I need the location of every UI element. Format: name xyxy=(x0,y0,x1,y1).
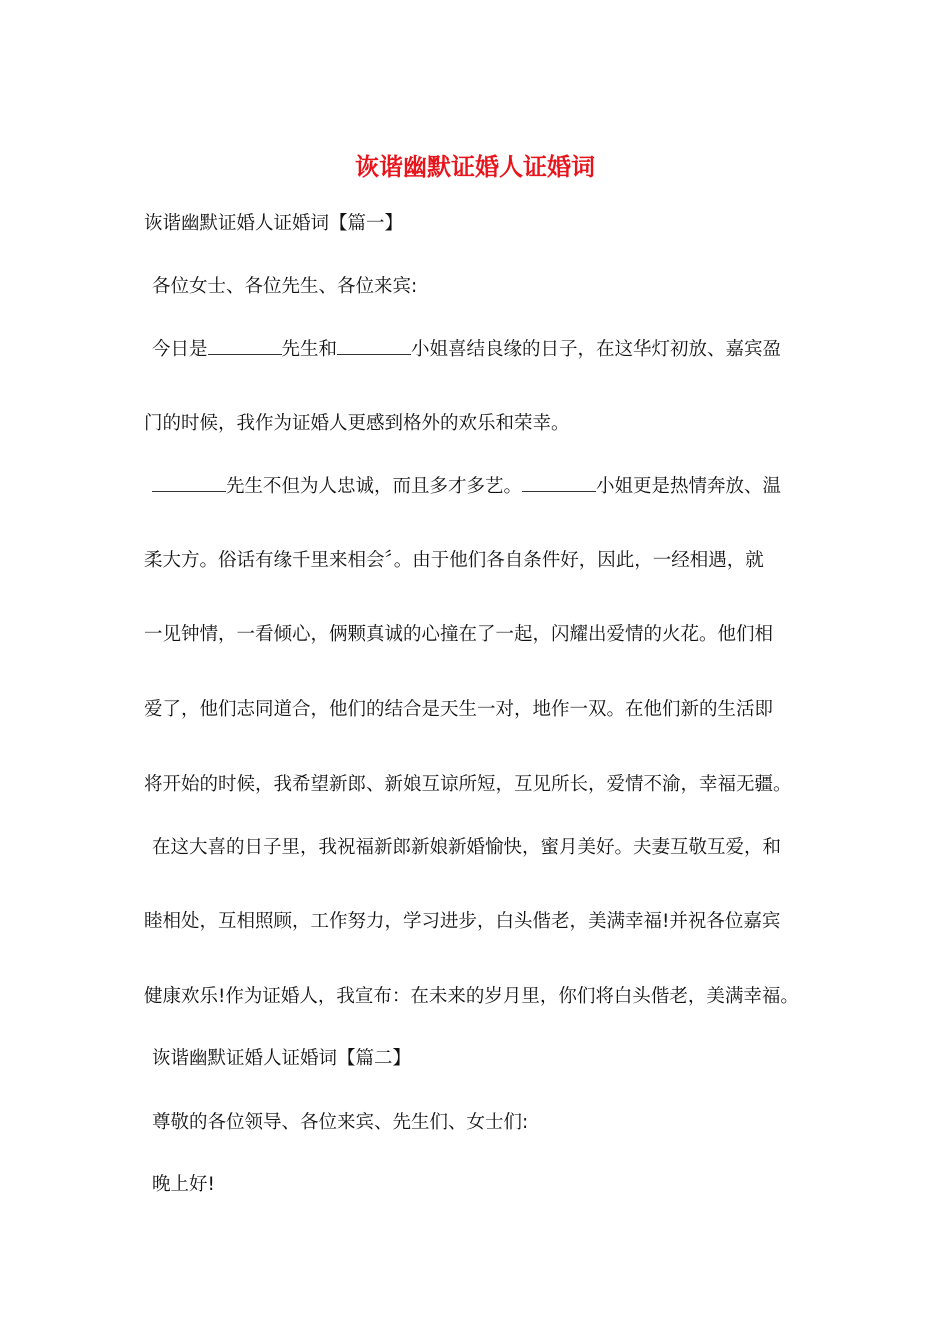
paragraph-3-line-2: 睦相处，互相照顾，工作努力，学习进步，白头偕老，美满幸福!并祝各位嘉宾 xyxy=(144,911,781,932)
p1-text-c: 小姐喜结良缘的日子，在这华灯初放、嘉宾盈 xyxy=(411,339,782,360)
salutation-1: 各位女士、各位先生、各位来宾: xyxy=(152,276,418,297)
section-heading-1: 诙谐幽默证婚人证婚词【篇一】 xyxy=(144,213,404,234)
document-title: 诙谐幽默证婚人证婚词 xyxy=(355,152,595,181)
paragraph-2-line-1 xyxy=(152,474,781,500)
paragraph-3-line-3: 健康欢乐!作为证婚人，我宣布：在未来的岁月里，你们将白头偕老，美满幸福。 xyxy=(144,986,799,1007)
p2-text-a: 先生不但为人忠诚，而且多才多艺。 xyxy=(226,476,523,497)
salutation-2: 尊敬的各位领导、各位来宾、先生们、女士们: xyxy=(152,1112,529,1133)
paragraph-2-line-2: 柔大方。俗话有缘千里来相会〞。由于他们各自条件好，因此，一经相遇，就 xyxy=(144,550,764,571)
paragraph-2-line-5: 将开始的时候，我希望新郎、新娘互谅所短，互见所长，爱情不渝，幸福无疆。 xyxy=(144,774,792,795)
paragraph-2-line-4: 爱了，他们志同道合，他们的结合是天生一对，地作一双。在他们新的生活即 xyxy=(144,699,774,720)
name-blank-groom xyxy=(208,338,282,355)
name-blank-bride xyxy=(337,338,411,355)
paragraph-1-line-1 xyxy=(152,337,781,363)
name-blank-groom-2 xyxy=(152,475,226,492)
p1-text-a: 今日是 xyxy=(152,339,208,360)
name-blank-bride-2 xyxy=(522,475,596,492)
paragraph-1-line-2: 门的时候，我作为证婚人更感到格外的欢乐和荣幸。 xyxy=(144,413,570,434)
paragraph-2-line-3: 一见钟情，一看倾心，俩颗真诚的心撞在了一起，闪耀出爱情的火花。他们相 xyxy=(144,624,774,645)
greeting: 晚上好! xyxy=(152,1174,215,1195)
p1-text-b: 先生和 xyxy=(281,339,338,360)
p2-text-b: 小姐更是热情奔放、温 xyxy=(596,476,782,497)
section-heading-2: 诙谐幽默证婚人证婚词【篇二】 xyxy=(152,1048,412,1069)
paragraph-3-line-1: 在这大喜的日子里，我祝福新郎新娘新婚愉快，蜜月美好。夫妻互敬互爱，和 xyxy=(152,837,782,858)
